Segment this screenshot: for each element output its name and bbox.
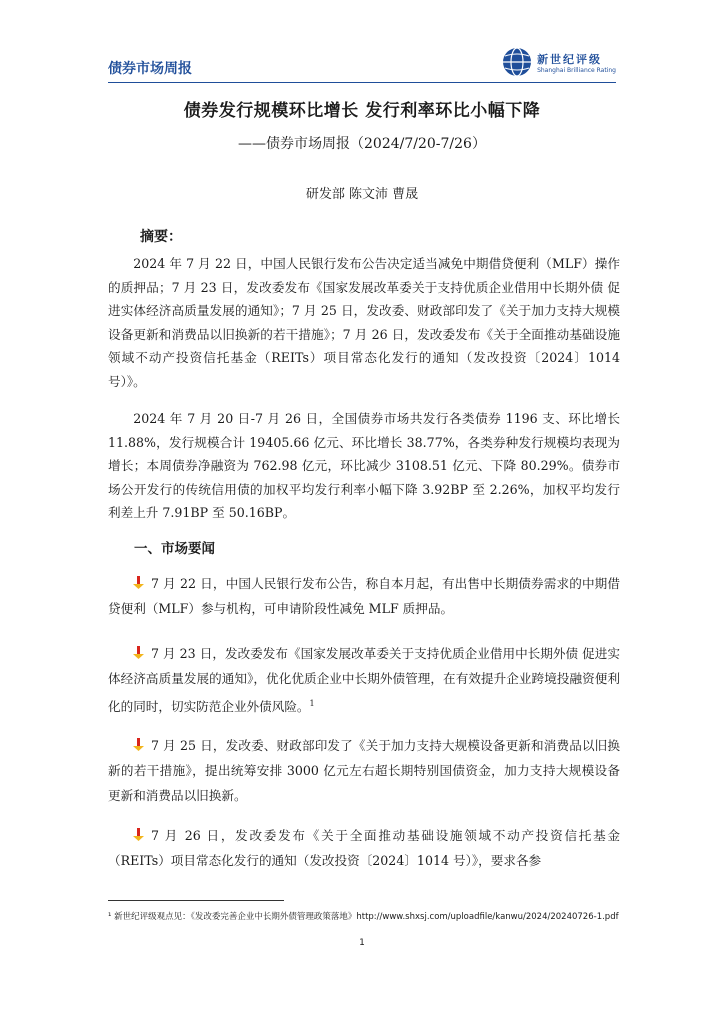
footnote-ref[interactable]: 1	[309, 699, 315, 708]
globe-logo-icon	[501, 46, 533, 78]
news-item-1	[108, 571, 620, 621]
report-title: 债券发行规模环比增长 发行利率环比小幅下降	[183, 101, 541, 121]
footnote[interactable]: ¹ 新世纪评级观点见：《发改委完善企业中长期外债管理政策落地》http://www.shxsj.com/uploadfile/kanwu/2024/20240726-1.pdf	[108, 912, 619, 922]
footnote-divider	[108, 900, 284, 901]
news-item-text: 7 月 26 日，发改委发布《关于全面推动基础设施领域不动产投资信托基金（REITs）项目常态化发行的通知（发改投资〔2024〕1014 号）》，要求各参	[108, 828, 620, 868]
logo-text	[537, 51, 616, 74]
header-divider	[108, 82, 616, 83]
logo-en: Shanghai Brilliance Rating	[537, 66, 616, 74]
arrow-bullet-icon	[132, 646, 145, 659]
report-authors: 研发部 陈文沛 曹晟	[305, 187, 419, 202]
news-item-2	[108, 641, 620, 719]
abstract-label: 摘要：	[140, 229, 182, 245]
section-heading: 一、市场要闻	[134, 541, 215, 557]
news-item-text: 7 月 25 日，发改委、财政部印发了《关于加力支持大规模设备更新和消费品以旧换新的若干措施》，提出统筹安排 3000 亿元左右超长期特别国债资金，加力支持大规模设备更新和消费品以旧换新。	[108, 738, 620, 803]
page-header	[108, 42, 616, 82]
news-item-4	[108, 823, 620, 873]
abstract-paragraph-1: 2024 年 7 月 22 日，中国人民银行发布公告决定适当减免中期借贷便利（MLF）操作的质押品；7 月 23 日，发改委发布《国家发展改革委关于支持优质企业借用中长期外债 促进实体经济高质量发展的通知》；7 月 25 日，发改委、财政部印发了《关于加力支持大规模设备更新和消费品以旧换新的若干措施》；7 月 26 日，发改委发布《关于全面推动基础设施领域不动产投资信托基金（REITs）项目常态化发行的通知（发改投资〔2024〕1014 号）》。	[108, 256, 620, 389]
news-item-text: 7 月 23 日，发改委发布《国家发展改革委关于支持优质企业借用中长期外债 促进实体经济高质量发展的通知》，优化优质企业中长期外债管理，在有效提升企业跨境投融资便利化的同时，切实防范企业外债风险。	[108, 646, 620, 715]
logo-cn: 新世纪评级	[537, 52, 603, 66]
news-item-text: 7 月 22 日，中国人民银行发布公告，称自本月起，有出售中长期债券需求的中期借贷便利（MLF）参与机构，可申请阶段性减免 MLF 质押品。	[108, 576, 620, 616]
header-title: 债券市场周报	[108, 61, 192, 77]
page-number: 1	[359, 938, 365, 948]
news-item-3	[108, 733, 620, 808]
arrow-bullet-icon	[132, 828, 145, 841]
report-subtitle: ——债券市场周报（2024/7/20-7/26）	[238, 136, 486, 152]
arrow-bullet-icon	[132, 738, 145, 751]
brand-logo	[501, 46, 616, 78]
arrow-bullet-icon	[132, 576, 145, 589]
abstract-paragraph-2: 2024 年 7 月 20 日-7 月 26 日，全国债券市场共发行各类债券 1196 支、环比增长 11.88%，发行规模合计 19405.66 亿元、环比增长 38.77%，各类券种发行规模均表现为增长；本周债券净融资为 762.98 亿元，环比减少 3108.51 亿元、下降 80.29%。债券市场公开发行的传统信用债的加权平均发行利率小幅下降 3.92BP 至 2.26%，加权平均发行利差上升 7.91BP 至 50.16BP。	[108, 411, 620, 520]
